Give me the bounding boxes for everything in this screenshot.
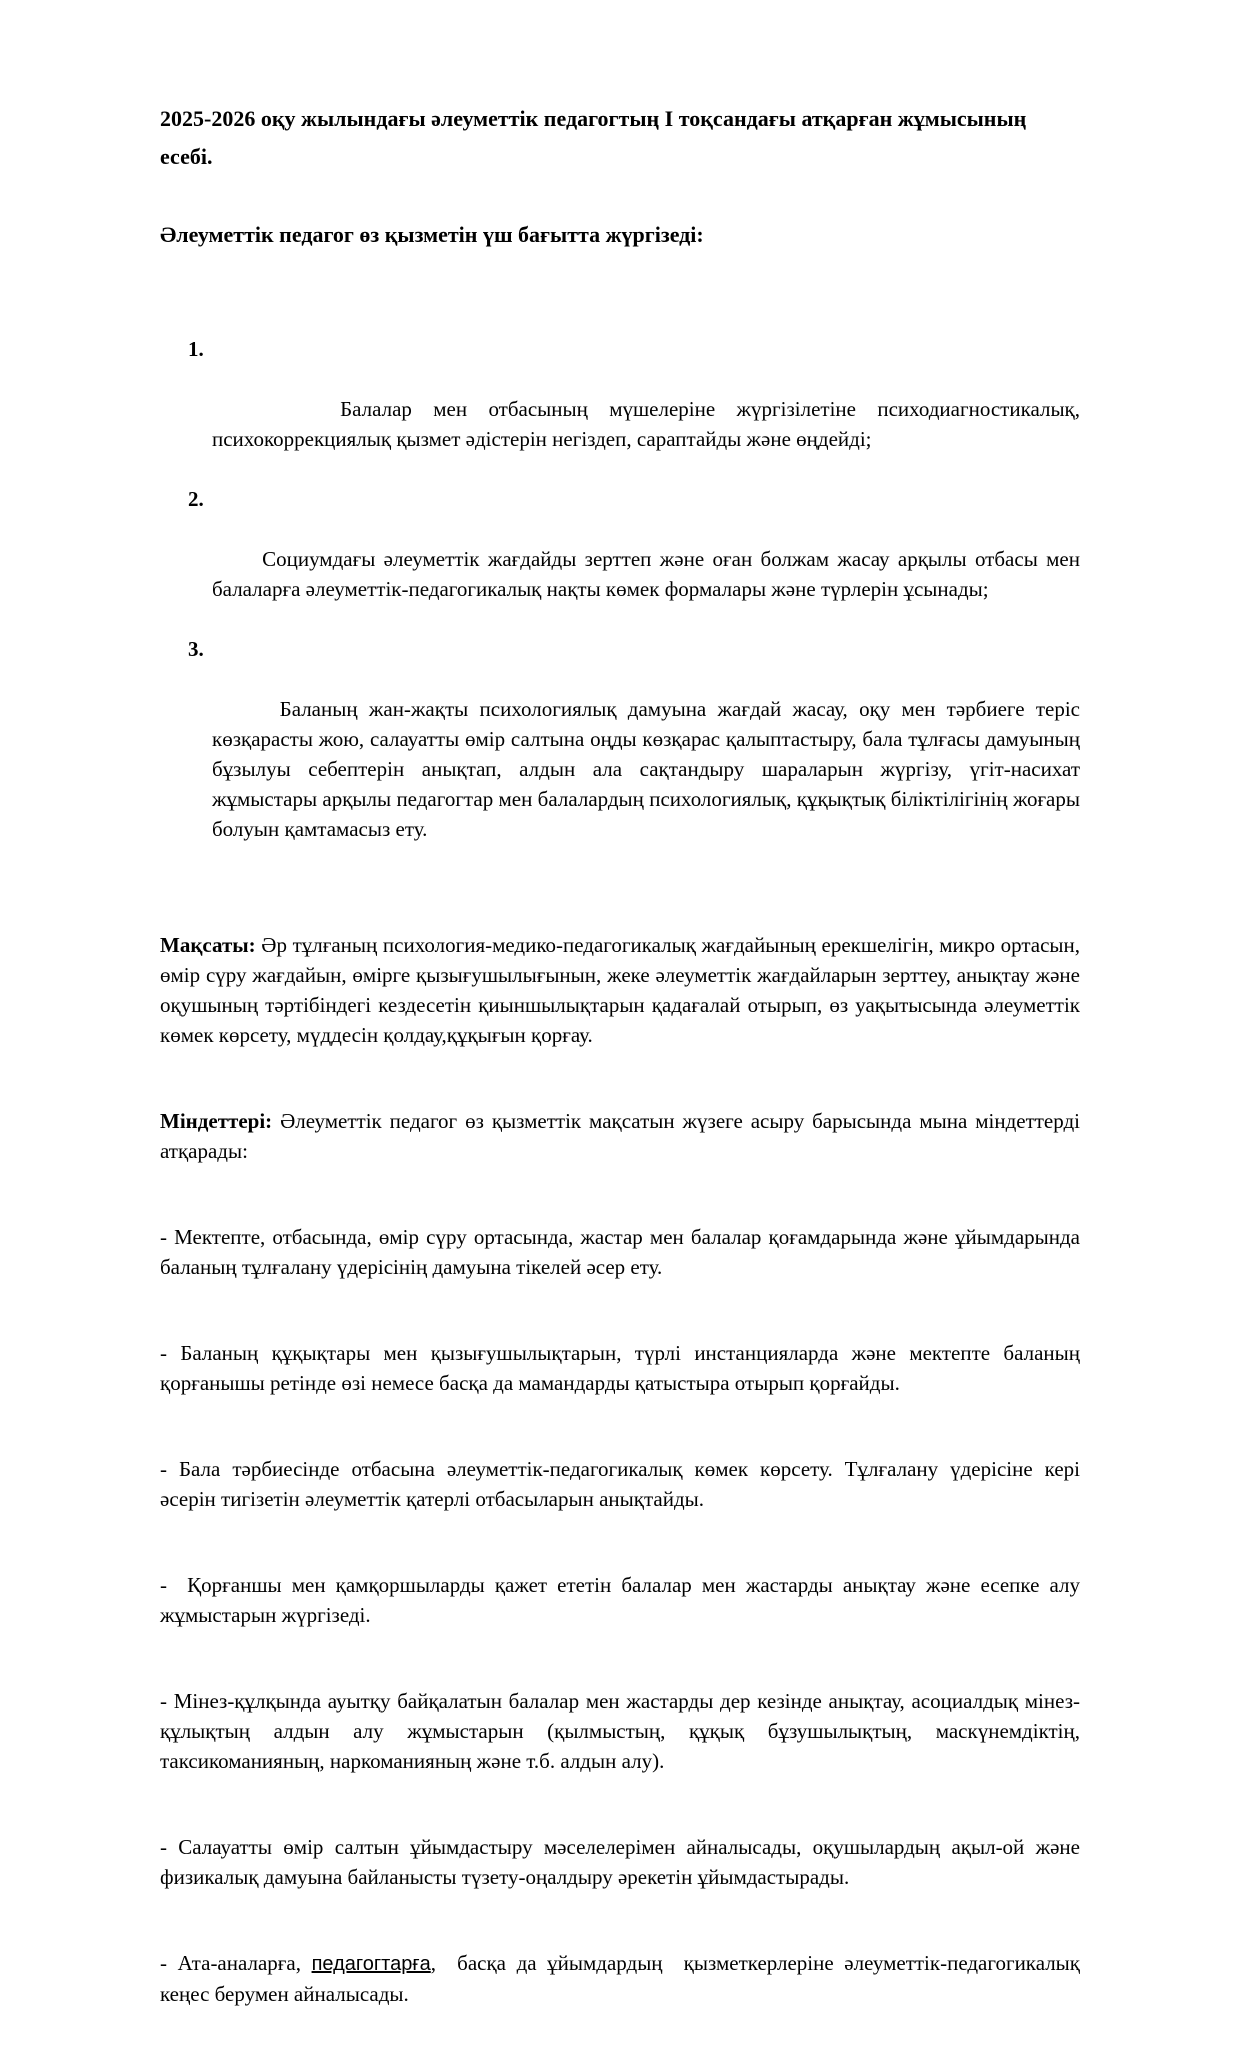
tasks-paragraph xyxy=(160,1106,1086,1166)
goal-label: Мақсаты: xyxy=(160,933,256,957)
consulting-text-before: - Ата-аналарға, xyxy=(160,1951,312,1975)
list-item-text: Социумдағы әлеуметтік жағдайды зерттеп және оған болжам жасау арқылы отбасы мен балаларға әлеуметтік-педагогикалық нақты көмек формалары және түрлерін ұсынады; xyxy=(212,547,1086,601)
directions-list xyxy=(160,334,1086,874)
task-item-paragraph: - Салауатты өмір салтын ұйымдастыру мәселелерімен айналысады, оқушылардың ақыл-ой және физикалық дамуына байланысты түзету-оңалдыру әрекетін ұйымдастырады. xyxy=(160,1835,1086,1889)
tasks-text: Әлеуметтік педагог өз қызметтік мақсатын жүзеге асыру барысында мына міндеттерді атқарады: xyxy=(160,1109,1086,1163)
tasks-label: Міндеттері: xyxy=(160,1109,273,1133)
task-item-paragraph: - Бала тәрбиесінде отбасына әлеуметтік-педагогикалық көмек көрсету. Тұлғалану үдерісіне кері әсерін тигізетін әлеуметтік қатерлі отбасыларын анықтайды. xyxy=(160,1457,1086,1511)
goal-paragraph xyxy=(160,930,1086,1050)
directions-list-item xyxy=(160,484,1086,634)
list-number: 1. xyxy=(188,337,204,361)
directions-list-item xyxy=(160,334,1086,484)
task-item-paragraph: - Мінез-құлқында ауытқу байқалатын балалар мен жастарды дер кезінде анықтау, асоциалдық мінез-құлықтың алдын алу жұмыстарын (қылмыстың, құқық бұзушылықтың, маскүнемдіктің, таксикоманияның, наркоманияның және т.б. алдын алу). xyxy=(160,1689,1086,1773)
list-item-text: Балалар мен отбасының мүшелеріне жүргізілетіне психодиагностикалық, психокоррекциялық қызмет әдістерін негіздеп, сараптайды және өңдейді; xyxy=(212,397,1086,451)
list-number: 2. xyxy=(188,487,204,511)
directions-list-item xyxy=(160,634,1086,874)
consulting-paragraph xyxy=(160,1948,1086,2009)
underlined-word: педагогтарға xyxy=(311,1953,431,1975)
task-item-paragraph: - Мектепте, отбасында, өмір сүру ортасында, жастар мен балалар қоғамдарында және ұйымдарында баланың тұлғалану үдерісінің дамуына тікелей әсер ету. xyxy=(160,1225,1086,1279)
goal-text: Әр тұлғаның психология-медико-педагогикалық жағдайының ерекшелігін, микро ортасын, өмір сүру жағдайын, өмірге қызығушылығынын, жеке әлеуметтік жағдайларын зерттеу, анықтау және оқушының тәртібіндегі кездесетін қиыншылықтарын қадағалай отырып, өз уақытысында әлеуметтік көмек көрсету, мүддесін қолдау,құқығын қорғау. xyxy=(160,933,1086,1047)
document-title: 2025-2026 оқу жылындағы әлеуметтік педагогтың I тоқсандағы атқарған жұмысының есебі. xyxy=(160,106,1038,169)
task-item-paragraph: - Баланың құқықтары мен қызығушылықтарын, түрлі инстанцияларда және мектепте баланың қорғанышы ретінде өзі немесе басқа да мамандарды қатыстыра отырып қорғайды. xyxy=(160,1341,1086,1395)
list-number: 3. xyxy=(188,637,204,661)
list-item-text: Баланың жан-жақты психологиялық дамуына жағдай жасау, оқу мен тәрбиеге теріс көзқарасты жою, салауатты өмір салтына оңды көзқарас қалыптастыру, бала тұлғасы дамуының бұзылуы себептерін анықтап, алдын ала сақтандыру шараларын жүргізу, үгіт-насихат жұмыстары арқылы педагогтар мен балалардың психологиялық, құқықтық біліктілігінің жоғары болуын қамтамасыз ету. xyxy=(212,697,1086,841)
task-item-paragraph: - Қорғаншы мен қамқоршыларды қажет ететін балалар мен жастарды анықтау және есепке алу жұмыстарын жүргізеді. xyxy=(160,1573,1086,1627)
section-heading: Әлеуметтік педагог өз қызметін үш бағытта жүргізеді: xyxy=(160,222,704,247)
consulting-text-after: , басқа да ұйымдардың қызметкерлеріне әлеуметтік-педагогикалық кеңес берумен айналысады. xyxy=(160,1951,1086,2006)
